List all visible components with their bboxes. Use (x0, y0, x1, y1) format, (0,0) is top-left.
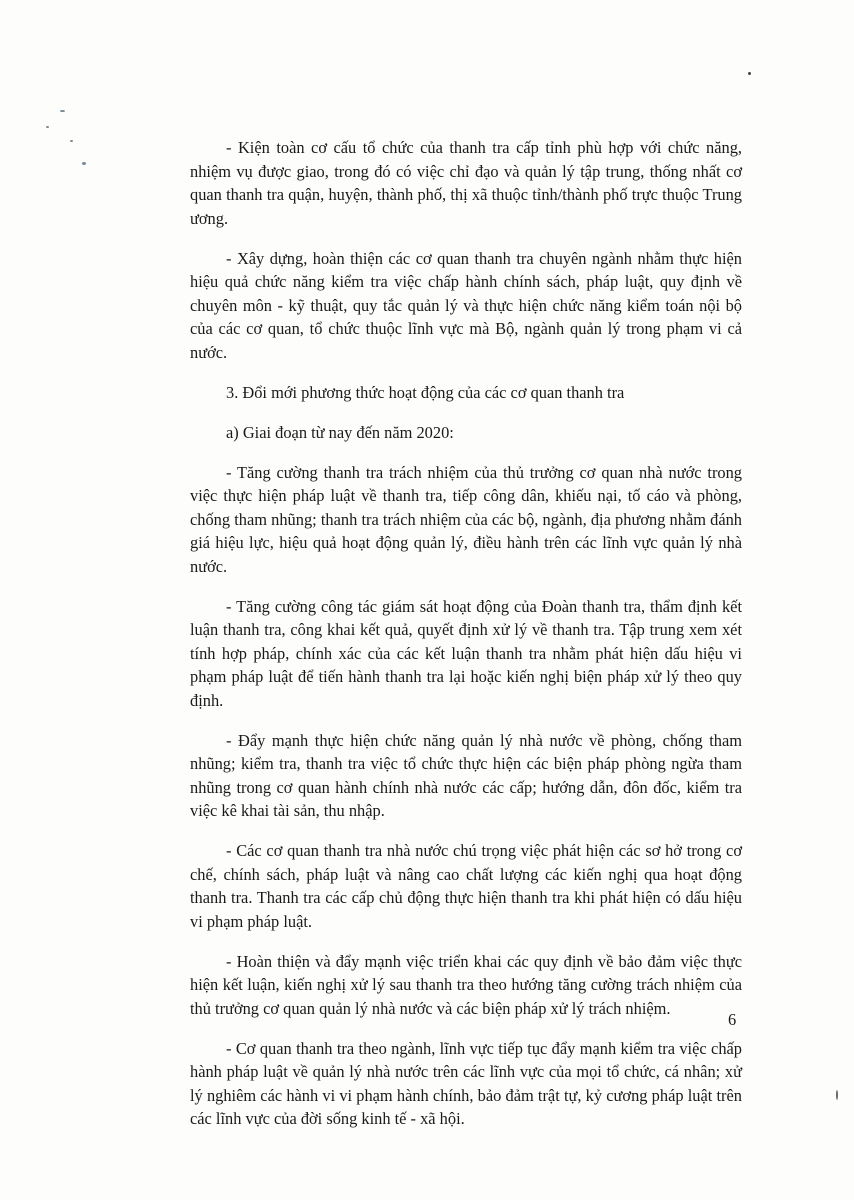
paragraph-2: - Xây dựng, hoàn thiện các cơ quan thanh tra chuyên ngành nhằm thực hiện hiệu quả chức năng kiểm tra việc chấp hành chính sách, pháp luật, quy định về chuyên môn - kỹ thuật, quy tắc quản lý và thực hiện chức năng kiểm toán nội bộ của các cơ quan, tổ chức thuộc lĩnh vực mà Bộ, ngành quản lý trong phạm vi cả nước. (190, 248, 742, 362)
scan-speck (46, 126, 49, 128)
paragraph-3: - Tăng cường thanh tra trách nhiệm của thủ trưởng cơ quan nhà nước trong việc thực hiện pháp luật về thanh tra, tiếp công dân, khiếu nại, tố cáo và phòng, chống tham nhũng; thanh tra trách nhiệm của các bộ, ngành, địa phương nhằm đánh giá hiệu lực, hiệu quả hoạt động quản lý, điều hành trên các lĩnh vực quản lý nhà nước. (190, 462, 742, 576)
paragraph-6: - Các cơ quan thanh tra nhà nước chú trọng việc phát hiện các sơ hở trong cơ chế, chính sách, pháp luật và nâng cao chất lượng các kiến nghị qua hoạt động thanh tra. Thanh tra các cấp chủ động thực hiện thanh tra khi phát hiện có dấu hiệu vi phạm pháp luật. (190, 841, 742, 931)
page-number: 6 (728, 1010, 737, 1029)
paragraph-7: - Hoàn thiện và đẩy mạnh việc triển khai các quy định về bảo đảm việc thực hiện kết luận, kiến nghị xử lý sau thanh tra theo hướng tăng cường trách nhiệm của thủ trưởng cơ quan quản lý nhà nước và các biện pháp xử lý trách nhiệm. (190, 951, 742, 1018)
scan-speck (70, 140, 73, 142)
paragraph-4: - Tăng cường công tác giám sát hoạt động của Đoàn thanh tra, thẩm định kết luận thanh tra, công khai kết quả, quyết định xử lý về thanh tra. Tập trung xem xét tính hợp pháp, chính xác của các kết luận thanh tra nhằm phát hiện dấu hiệu vi phạm pháp luật để tiến hành thanh tra lại hoặc kiến nghị biện pháp xử lý theo quy định. (190, 596, 742, 710)
scan-speck (60, 110, 65, 112)
scan-speck (836, 1090, 838, 1100)
subsection-heading: a) Giai đoạn từ nay đến năm 2020: (226, 422, 454, 442)
paragraph-5: - Đẩy mạnh thực hiện chức năng quản lý nhà nước về phòng, chống tham nhũng; kiểm tra, thanh tra việc tổ chức thực hiện các biện pháp phòng ngừa tham nhũng trong cơ quan hành chính nhà nước các cấp; hướng dẫn, đôn đốc, kiểm tra việc kê khai tài sản, thu nhập. (190, 730, 742, 820)
scan-speck (748, 72, 751, 75)
section-heading: 3. Đổi mới phương thức hoạt động của các cơ quan thanh tra (226, 382, 625, 402)
paragraph-1: - Kiện toàn cơ cấu tổ chức của thanh tra cấp tỉnh phù hợp với chức năng, nhiệm vụ được giao, trong đó có việc chỉ đạo và quản lý tập trung, thống nhất cơ quan thanh tra quận, huyện, thành phố, thị xã thuộc tỉnh/thành phố trực thuộc Trung ương. (190, 138, 742, 228)
scan-speck (82, 162, 86, 165)
document-body (190, 136, 742, 1147)
paragraph-8: - Cơ quan thanh tra theo ngành, lĩnh vực tiếp tục đẩy mạnh kiểm tra việc chấp hành pháp luật về quản lý nhà nước trên các lĩnh vực của mọi tổ chức, cá nhân; xử lý nghiêm các hành vi vi phạm hành chính, bảo đảm trật tự, kỷ cương pháp luật trên các lĩnh vực của đời sống kinh tế - xã hội. (190, 1038, 742, 1128)
